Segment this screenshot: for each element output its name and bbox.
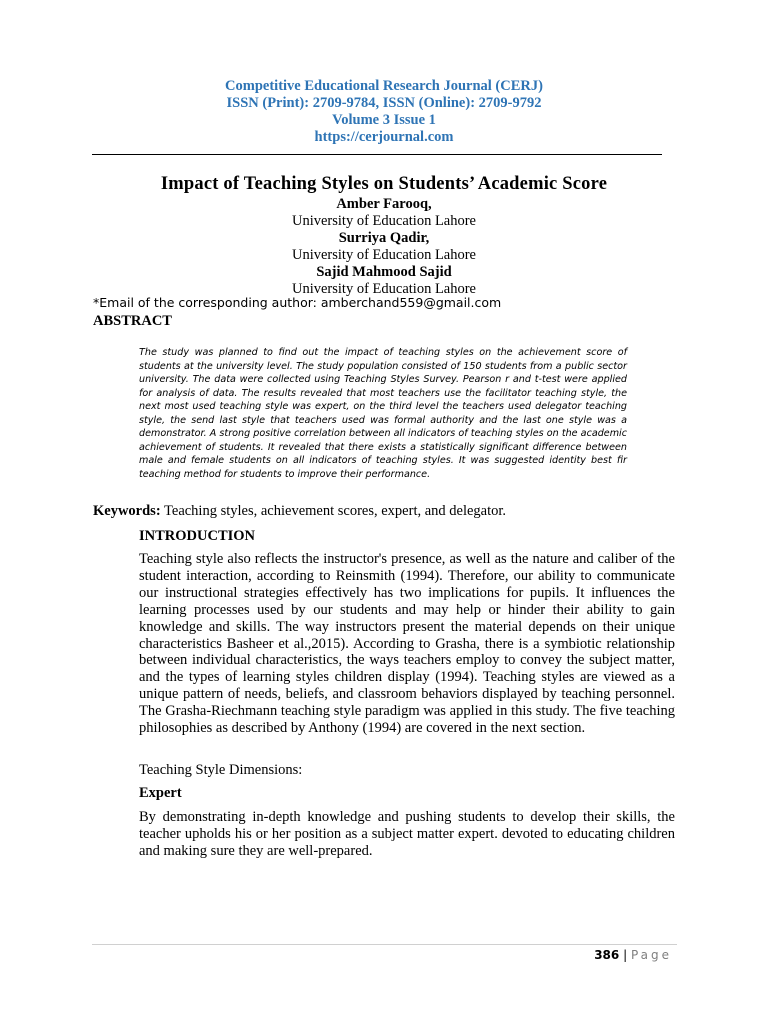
- footer-separator: |: [619, 948, 631, 962]
- author-name: Sajid Mahmood Sajid: [316, 264, 452, 280]
- introduction-paragraph: Teaching style also reflects the instructor's presence, as well as the nature and caliber of the student interaction, according to Reinsmith (1994). Therefore, our ability to communicate our instructional strategies effectively has two implications for pupils. It influences the learning processes used by our students and may help or hinder their ability to gain knowledge and skills. The way instructors present the material depends on their unique characteristics Basheer et al.,2015). According to Grasha, there is a symbiotic relationship between individual characteristics, the ways teachers employ to convey the subject matter, and the types of learning styles children display (1994). Teaching styles are viewed as a unique pattern of needs, beliefs, and classroom behaviors displayed by teaching personnel. The Grasha-Riechmann teaching style paradigm was applied in this study. The five teaching philosophies as described by Anthony (1994) are covered in the next section.: [139, 551, 675, 737]
- keywords-text: Teaching styles, achievement scores, expert, and delegator.: [160, 503, 507, 519]
- journal-issn: ISSN (Print): 2709-9784, ISSN (Online): 2709-9792: [226, 95, 542, 111]
- keywords-line: [93, 503, 506, 520]
- journal-url[interactable]: https://cerjournal.com: [314, 129, 454, 145]
- expert-heading: Expert: [139, 785, 182, 801]
- author-affiliation: University of Education Lahore: [291, 281, 476, 297]
- abstract-text: The study was planned to find out the impact of teaching styles on the achievement score of students at the university level. The study population consisted of 150 students from a public sector university. The data were collected using Teaching Styles Survey. Pearson r and t-test were applied for analysis of data. The results revealed that most teachers use the facilitator teaching style, the next most used teaching style was expert, on the third level the teachers used delegator teaching style, the send last style that teachers used was formal authority and the last one style was a demonstrator. A strong positive correlation between all indicators of teaching styles on the academic achievement of students. It revealed that there exists a statistically significant difference between male and female students on all indicators of teaching styles. It was suggested identity best fir teaching method for students to improve their performance.: [139, 347, 627, 480]
- abstract-heading: ABSTRACT: [93, 313, 172, 329]
- author-block: [0, 196, 768, 298]
- teaching-style-dimensions-line: Teaching Style Dimensions:: [139, 762, 303, 778]
- header-divider: [92, 154, 662, 155]
- page-footer: [594, 948, 672, 962]
- corresponding-author-email: *Email of the corresponding author: amberchand559@gmail.com: [93, 295, 502, 310]
- introduction-heading: INTRODUCTION: [139, 528, 256, 544]
- page-number: 386: [594, 948, 620, 962]
- journal-volume: Volume 3 Issue 1: [332, 112, 436, 128]
- article-title: Impact of Teaching Styles on Students’ Academic Score: [160, 174, 608, 194]
- journal-header: [0, 78, 768, 146]
- keywords-label: Keywords:: [93, 503, 161, 519]
- author-name: Surriya Qadir,: [338, 230, 430, 246]
- page-label: Page: [630, 948, 672, 962]
- footer-divider: [92, 944, 677, 945]
- journal-name: Competitive Educational Research Journal (CERJ): [225, 78, 543, 94]
- author-affiliation: University of Education Lahore: [291, 213, 476, 229]
- author-name: Amber Farooq,: [336, 196, 432, 212]
- author-affiliation: University of Education Lahore: [291, 247, 476, 263]
- expert-paragraph: By demonstrating in-depth knowledge and pushing students to develop their skills, the teacher upholds his or her position as a subject matter expert. devoted to educating children and making sure they are well-prepared.: [139, 809, 675, 859]
